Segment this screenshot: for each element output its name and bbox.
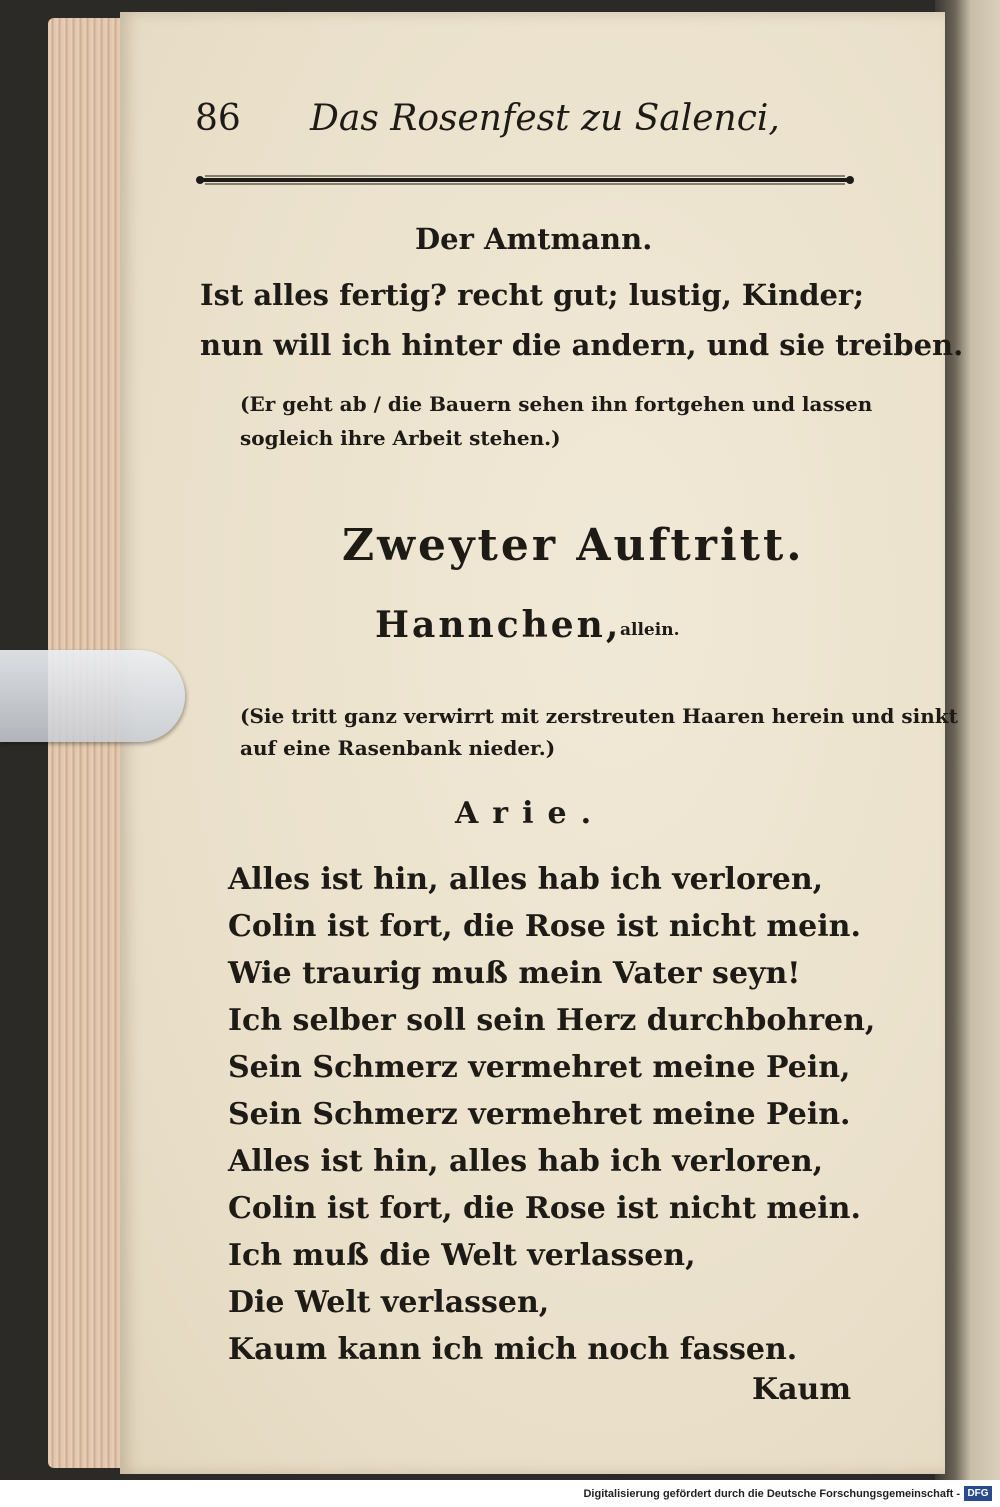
verse-line: Wie traurig muß mein Vater seyn! — [228, 956, 801, 991]
verse-line: Alles ist hin, alles hab ich verloren, — [228, 862, 824, 897]
catchword: Kaum — [752, 1372, 852, 1407]
verse-line: Colin ist fort, die Rose ist nicht mein. — [228, 1191, 861, 1226]
character-note: allein. — [620, 620, 680, 640]
running-title: Das Rosenfest zu Salenci, — [310, 98, 780, 139]
bookmark-strip — [0, 650, 185, 742]
page-number: 86 — [195, 98, 241, 139]
character-name: Hannchen, — [375, 604, 622, 646]
verse-line: Colin ist fort, die Rose ist nicht mein. — [228, 909, 861, 944]
funding-notice: Digitalisierung gefördert durch die Deutsche Forschungsgemeinschaft - — [583, 1488, 960, 1500]
verse-line: Kaum kann ich mich noch fassen. — [228, 1332, 798, 1367]
verse-line: Sein Schmerz vermehret meine Pein. — [228, 1097, 851, 1132]
stage-direction-line: sogleich ihre Arbeit stehen.) — [240, 426, 561, 450]
stage-direction-line: auf eine Rasenbank nieder.) — [240, 736, 556, 760]
verse-line: Ich selber soll sein Herz durchbohren, — [228, 1003, 876, 1038]
verse-line: Ich muß die Welt verlassen, — [228, 1238, 696, 1273]
speech-line: Ist alles fertig? recht gut; lustig, Kinder; — [200, 278, 864, 312]
speech-line: nun will ich hinter die andern, und sie treiben. — [200, 328, 964, 362]
speaker-name: Der Amtmann. — [415, 222, 653, 256]
verse-line: Alles ist hin, alles hab ich verloren, — [228, 1144, 824, 1179]
stage-direction-line: (Er geht ab / die Bauern sehen ihn fortgehen und lassen — [240, 392, 873, 416]
header-rule — [195, 174, 855, 186]
verse-line: Sein Schmerz vermehret meine Pein, — [228, 1050, 851, 1085]
scene-title: Zweyter Auftritt. — [342, 520, 805, 571]
aria-title: Arie. — [455, 796, 606, 831]
stage-direction-line: (Sie tritt ganz verwirrt mit zerstreuten Haaren herein und sinkt — [240, 704, 958, 728]
dfg-logo: DFG — [964, 1486, 992, 1501]
verse-line: Die Welt verlassen, — [228, 1285, 550, 1320]
